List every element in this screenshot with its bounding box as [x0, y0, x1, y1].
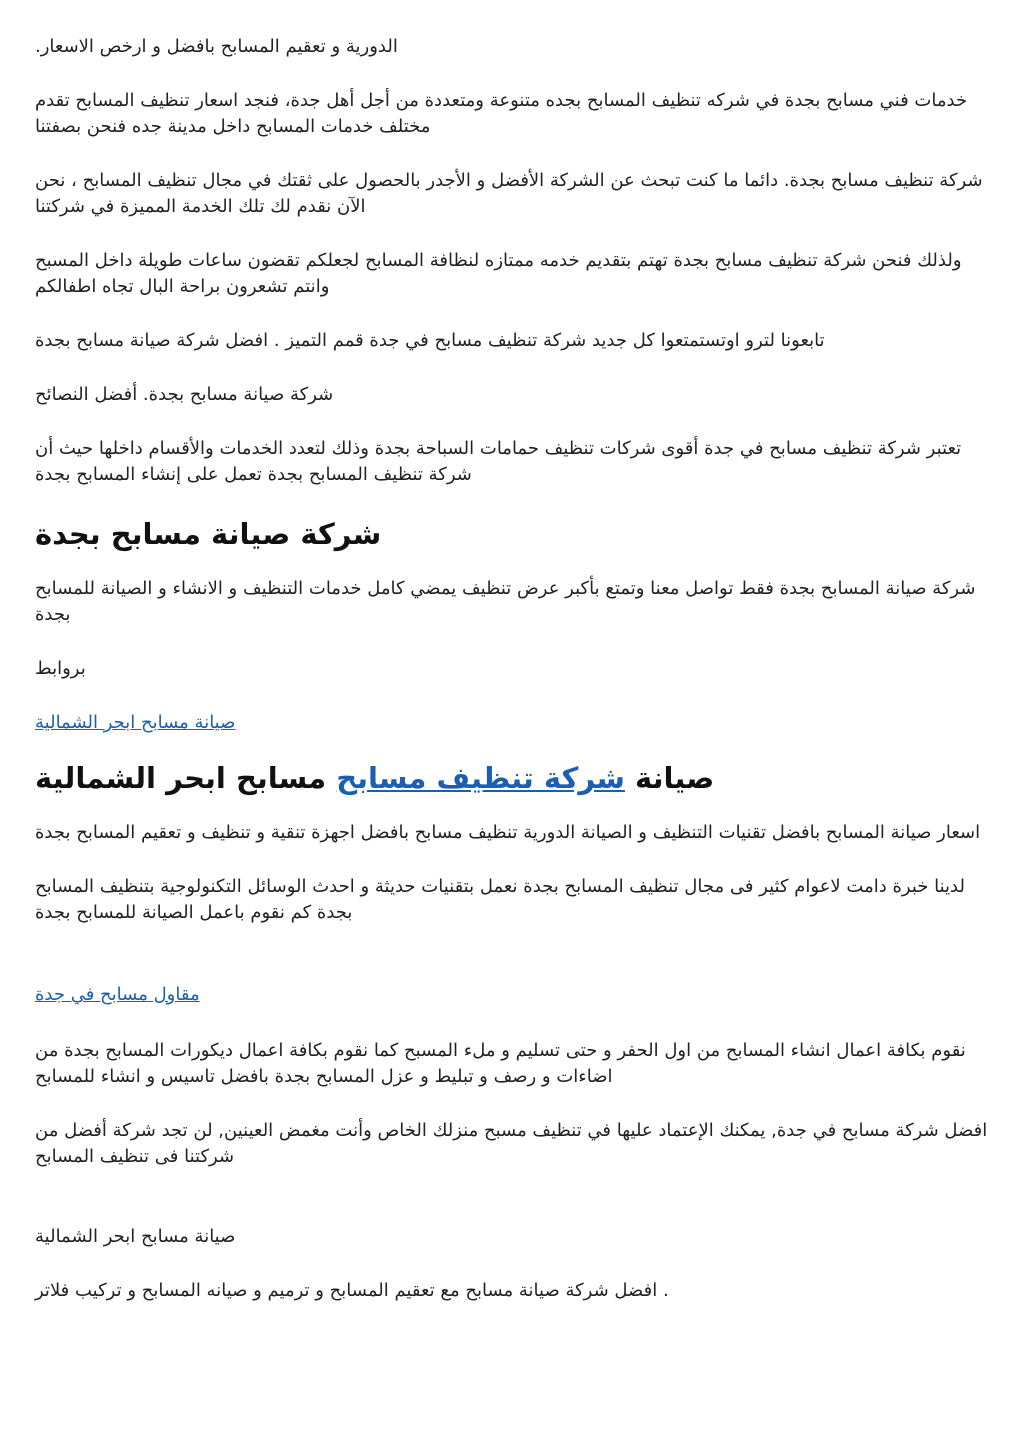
link-abhur-pool-maintenance[interactable]: صيانة مسابح ابحر الشمالية [35, 712, 236, 733]
heading-2-end: مسابح ابحر الشمالية [35, 761, 327, 795]
paragraph-11: لدينا خبرة دامت لاعوام كثير فى مجال تنظيف المسابح بجدة نعمل بتقنيات حديثة و احدث الوسائل التكنولوجية بتنظيف المسابح بجدة كم نقوم باعمل الصيانة للمسابح بجدة [35, 876, 965, 923]
link-pool-contractor-jeddah[interactable]: مقاول مسابح في جدة [35, 984, 200, 1005]
section-heading-2 [35, 758, 989, 798]
paragraph-10: اسعار صيانة المسابح بافضل تقنيات التنظيف و الصيانة الدورية تنظيف مسابح بافضل اجهزة تنقية و تنظيف و تعقيم المسابح بجدة [35, 822, 981, 843]
paragraph-2: خدمات فني مسابح بجدة في شركه تنظيف المسابح بجده متنوعة ومتعددة من أجل أهل جدة، فنجد اسعار تنظيف المسابح تقدم مختلف خدمات المسابح داخل مدينة جده فنحن بصفتنا [35, 90, 968, 137]
paragraph-1: الدورية و تعقيم المسابح بافضل و ارخص الاسعار. [35, 36, 398, 57]
paragraph-14: صيانة مسابح ابحر الشمالية [35, 1226, 236, 1247]
paragraph-9: بروابط [35, 658, 86, 679]
link-paragraph-2 [35, 982, 989, 1008]
heading-link-pool-cleaning-company[interactable]: شركة تنظيف مسابح [336, 761, 625, 795]
paragraph-4: ولذلك فنحن شركة تنظيف مسابح بجدة تهتم بتقديم خدمه ممتازه لنظافة المسابح لجعلكم تقضون ساعات طويلة داخل المسبح وانتم تشعرون براحة البال تجاه اطفالكم [35, 250, 962, 297]
paragraph-13: افضل شركة مسابح في جدة, يمكنك الإعتماد عليها في تنظيف مسبح منزلك الخاص وأنت مغمض العينين, لن تجد شركة أفضل من شركتنا فى تنظيف المسابح [35, 1120, 988, 1167]
link-paragraph-1 [35, 710, 989, 736]
paragraph-5: تابعونا لترو اوتستمتعوا كل جديد شركة تنظيف مسابح في جدة قمم التميز . افضل شركة صيانة مسابح بجدة [35, 330, 825, 351]
paragraph-6: شركة صيانة مسابح بجدة. أفضل النصائح [35, 384, 334, 405]
paragraph-12: نقوم بكافة اعمال انشاء المسابح من اول الحفر و حتى تسليم و ملء المسبح كما نقوم بكافة اعمال ديكورات المسابح بجدة من اضاءات و رصف و تبليط و عزل المسابح بجدة بافضل تاسيس و انشاء للمسابح [35, 1040, 966, 1087]
paragraph-8: شركة صيانة المسابح بجدة فقط تواصل معنا وتمتع بأكبر عرض تنظيف يمضي كامل خدمات التنظيف و الانشاء و الصيانة للمسابح بجدة [35, 578, 976, 625]
paragraph-3: شركة تنظيف مسابح بجدة. دائما ما كنت تبحث عن الشركة الأفضل و الأجدر بالحصول على ثقتك في مجال تنظيف المسابح ، نحن الآن نقدم لك تلك الخدمة المميزة في شركتنا [35, 170, 983, 217]
section-heading-1: شركة صيانة مسابح بجدة [35, 517, 382, 551]
paragraph-7: تعتبر شركة تنظيف مسابح في جدة أقوى شركات تنظيف حمامات السباحة بجدة وذلك لتعدد الخدمات والأقسام داخلها حيث أن شركة تنظيف المسابح بجدة تعمل على إنشاء المسابح بجدة [35, 438, 962, 485]
heading-2-start: صيانة [635, 761, 715, 795]
paragraph-15: . افضل شركة صيانة مسابح مع تعقيم المسابح و ترميم و صيانه المسابح و تركيب فلاتر [35, 1280, 669, 1301]
